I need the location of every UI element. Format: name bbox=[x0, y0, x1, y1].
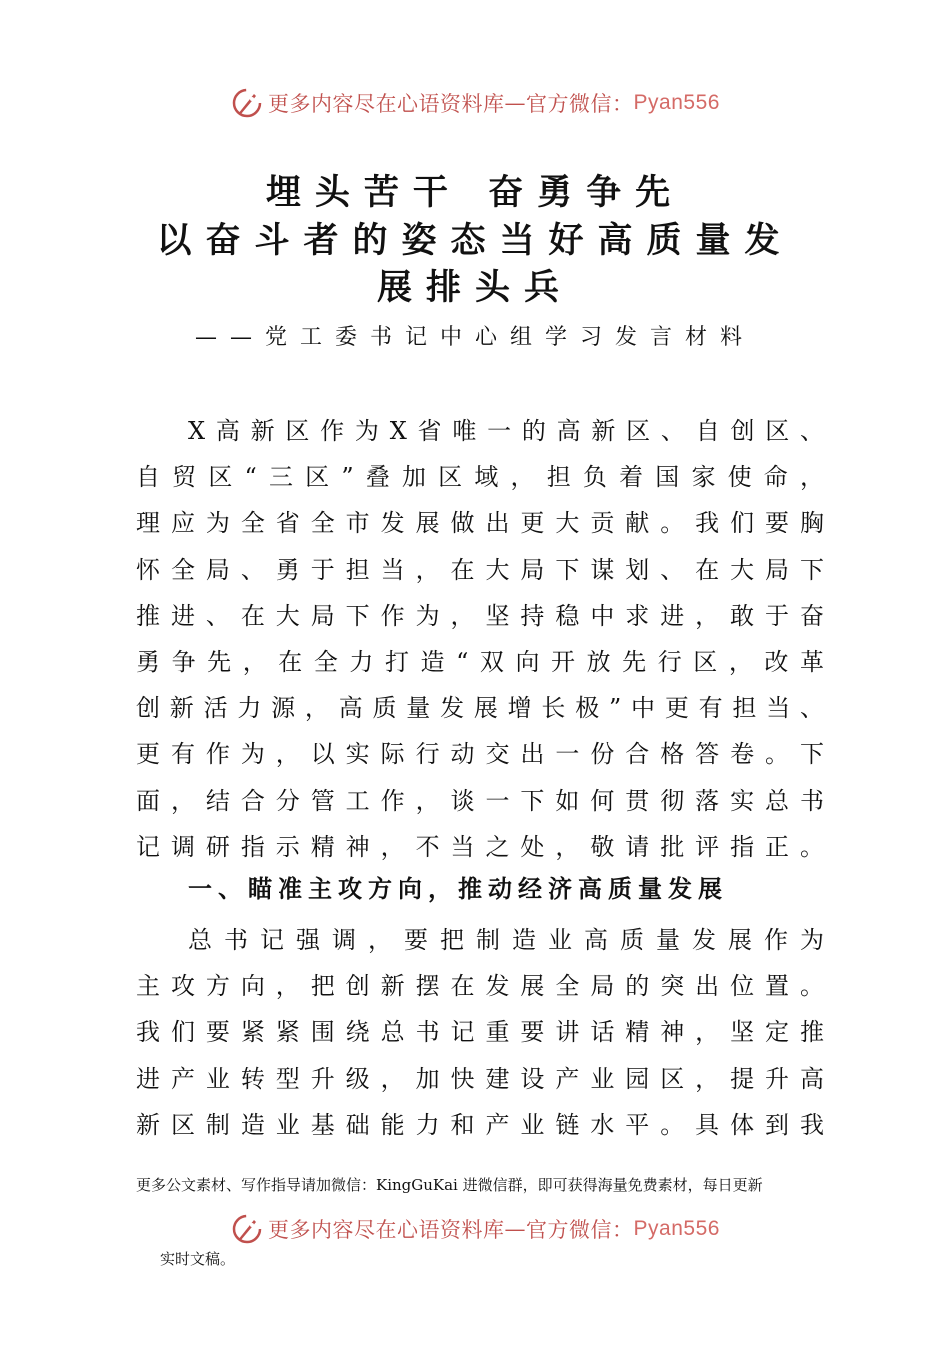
watermark-dash: — bbox=[504, 1217, 527, 1241]
quill-logo-icon bbox=[230, 86, 264, 120]
footer-watermark bbox=[0, 1212, 950, 1246]
header-watermark bbox=[0, 86, 950, 120]
watermark-dash: — bbox=[504, 91, 527, 115]
paragraph-line: 勇争先，在全力打造“双向开放先行区，改革 bbox=[136, 648, 824, 677]
paragraph-line: 推进、在大局下作为，坚持稳中求进，敢于奋 bbox=[136, 601, 824, 630]
doc-subtitle: ——党工委书记中心组学习发言材料 bbox=[194, 325, 755, 350]
paragraph-line: X高新区作为X省唯一的高新区、自创区、 bbox=[188, 417, 824, 445]
watermark-brand: 更多内容尽在心语资料库 bbox=[268, 92, 505, 116]
paragraph-line: 进产业转型升级，加快建设产业园区，提升高 bbox=[136, 1064, 824, 1093]
paragraph-2 bbox=[136, 917, 824, 1148]
paragraph-line: 我们要紧紧围绕总书记重要讲话精神，坚定推 bbox=[136, 1018, 824, 1047]
watermark-wechat-label: 官方微信： bbox=[526, 1218, 634, 1242]
paragraph-line: 总书记强调，要把制造业高质量发展作为 bbox=[188, 926, 824, 954]
doc-title-line-3: 展排头兵 bbox=[376, 268, 573, 308]
section-heading-1: 一、瞄准主攻方向，推动经济高质量发展 bbox=[188, 875, 728, 903]
paragraph-line: 创新活力源，高质量发展增长极”中更有担当、 bbox=[136, 694, 824, 723]
watermark-brand: 更多内容尽在心语资料库 bbox=[268, 1218, 505, 1242]
paragraph-line: 更有作为，以实际行动交出一份合格答卷。下 bbox=[136, 740, 824, 769]
doc-title-line-1: 埋头苦干 奋勇争先 bbox=[265, 173, 685, 213]
watermark-wechat-id: Pyan556 bbox=[633, 91, 720, 114]
paragraph-line: 主攻方向，把创新摆在发展全局的突出位置。 bbox=[136, 972, 824, 1001]
footer-note: 更多公文素材、写作指导请加微信：KingGuKai 进微信群，即可获得海量免费素材，每日更新 bbox=[136, 1176, 763, 1194]
paragraph-line: 怀全局、勇于担当，在大局下谋划、在大局下 bbox=[136, 555, 824, 584]
footer-note-continued: 实时文稿。 bbox=[160, 1250, 236, 1268]
quill-logo-icon bbox=[230, 1212, 264, 1246]
paragraph-line: 自贸区“三区”叠加区域，担负着国家使命， bbox=[136, 463, 824, 492]
watermark-wechat-label: 官方微信： bbox=[526, 92, 634, 116]
paragraph-line: 理应为全省全市发展做出更大贡献。我们要胸 bbox=[136, 509, 824, 538]
watermark-wechat-id: Pyan556 bbox=[633, 1217, 720, 1240]
paragraph-1 bbox=[136, 408, 824, 870]
paragraph-line: 面，结合分管工作，谈一下如何贯彻落实总书 bbox=[136, 786, 824, 815]
paragraph-line: 记调研指示精神，不当之处，敬请批评指正。 bbox=[136, 832, 824, 861]
doc-title-line-2: 以奋斗者的姿态当好高质量发 bbox=[156, 221, 794, 261]
paragraph-line: 新区制造业基础能力和产业链水平。具体到我 bbox=[136, 1110, 824, 1139]
